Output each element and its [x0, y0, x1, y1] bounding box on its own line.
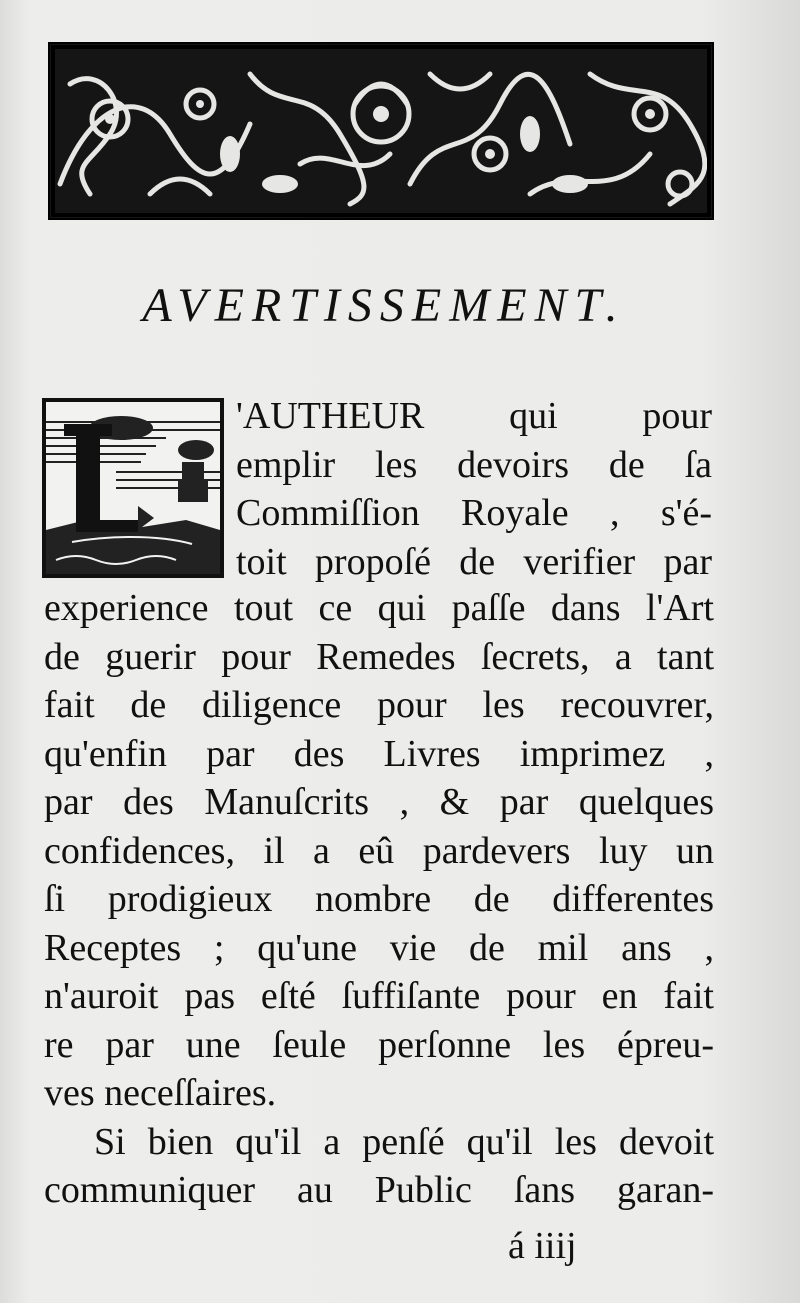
catchword-signature: á iiij: [508, 1225, 577, 1267]
text-line: emplir les devoirs de ſa: [236, 443, 712, 486]
text-line: ſi prodigieux nombre de differentes: [44, 878, 714, 920]
text-line: confidences, il a eû pardevers luy un: [44, 829, 714, 872]
text-line: qu'enfin par des Livres imprimez ,: [44, 732, 714, 775]
ornamental-headpiece: [48, 42, 714, 220]
page-title: AVERTISSEMENT.: [142, 279, 626, 332]
text-line: par des Manuſcrits , & par quelques: [44, 781, 714, 823]
text-line: experience tout ce qui paſſe dans l'Art: [44, 587, 714, 629]
text-line: 'AUTHEUR qui pour: [236, 395, 712, 437]
text-line: fait de diligence pour les recouvrer,: [44, 684, 714, 726]
text-line: n'auroit pas eſté ſuffiſante pour en fait: [44, 975, 714, 1017]
decorated-initial-landscape-icon: [46, 402, 220, 574]
text-line: Si bien qu'il a penſé qu'il les devoit: [94, 1120, 714, 1163]
lines-beside-initial: [236, 392, 712, 586]
text-line: communiquer au Public ſans garan-: [44, 1169, 714, 1211]
decorated-initial: [42, 398, 224, 578]
text-line: toit propoſé de verifier par: [236, 540, 712, 583]
body-text: [44, 584, 714, 1215]
text-line: Receptes ; qu'une vie de mil ans ,: [44, 926, 714, 969]
headpiece-foliage-icon: [50, 44, 712, 218]
text-line: de guerir pour Remedes ſecrets, a tant: [44, 635, 714, 678]
text-line: re par une ſeule perſonne les épreu-: [44, 1023, 714, 1066]
text-line: ves neceſſaires.: [44, 1072, 277, 1114]
text-line: Commiſſion Royale , s'é-: [236, 492, 712, 534]
